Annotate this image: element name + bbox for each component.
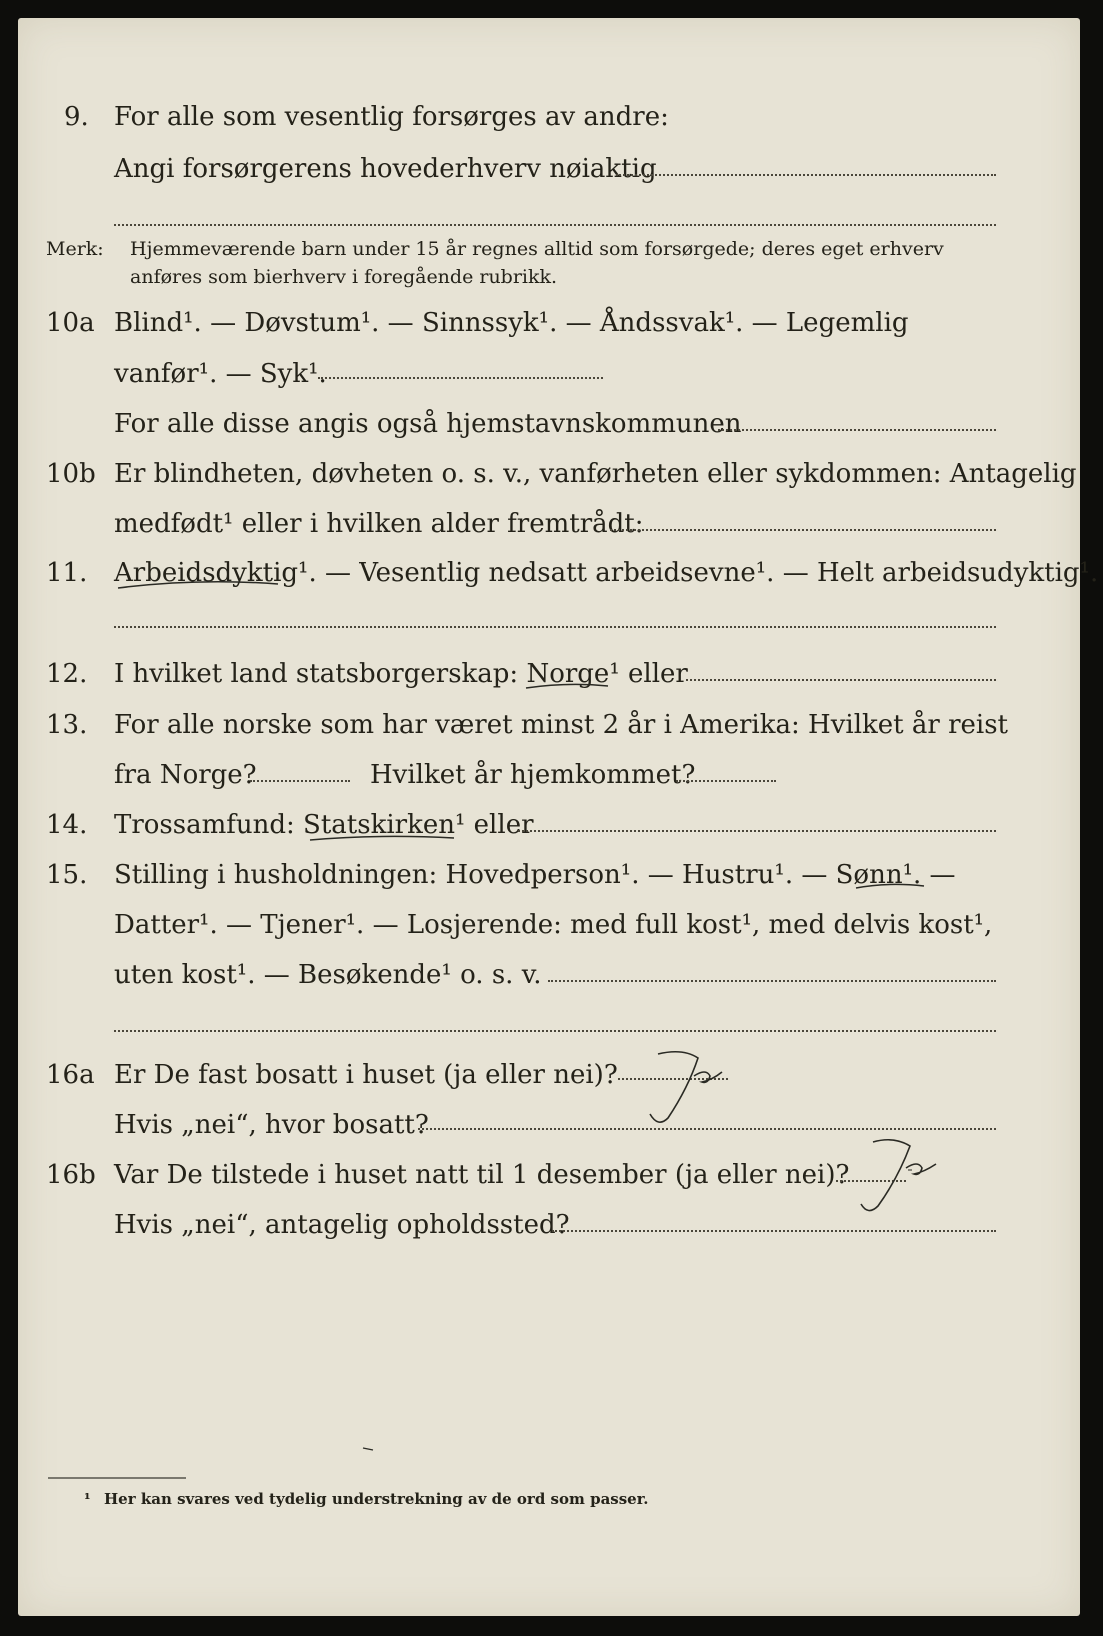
q16a-bosatt-line[interactable] xyxy=(418,1128,996,1130)
q16a-line1: Er De fast bosatt i huset (ja eller nei)? xyxy=(114,1060,618,1090)
q14-line1: Trossamfund: Statskirken¹ eller xyxy=(114,810,534,840)
q10a-answer-line[interactable] xyxy=(318,377,603,379)
q9-number: 9. xyxy=(64,102,89,132)
q13-line2b: Hvilket år hjemkommet? xyxy=(370,760,696,790)
q14-answer-line[interactable] xyxy=(518,830,996,832)
q10a-number: 10a xyxy=(46,308,95,338)
q10a-line2: vanfør¹. — Syk¹. xyxy=(114,359,327,389)
q16b-number: 16b xyxy=(46,1160,96,1190)
q9-answer-line[interactable] xyxy=(616,174,996,176)
q12-answer-line[interactable] xyxy=(686,679,996,681)
q12-line1: I hvilket land statsborgerskap: Norge¹ eller xyxy=(114,659,688,689)
q10a-line3: For alle disse angis også hjemstavnskommunen xyxy=(114,409,742,439)
q16a-number: 16a xyxy=(46,1060,95,1090)
census-form-page xyxy=(18,18,1099,1616)
ink-mark-small xyxy=(363,1448,373,1450)
q10b-number: 10b xyxy=(46,459,96,489)
merk-line1: Hjemmeværende barn under 15 år regnes alltid som forsørgede; deres eget erhverv xyxy=(130,238,944,260)
q16b-answer-line[interactable] xyxy=(836,1180,906,1182)
q13-line1: For alle norske som har været minst 2 år i Amerika: Hvilket år reist xyxy=(114,710,1008,740)
q13-reist-line[interactable] xyxy=(250,780,350,782)
footnote-mark: ¹ xyxy=(84,1490,91,1508)
q15-line2: Datter¹. — Tjener¹. — Losjerende: med full kost¹, med delvis kost¹, xyxy=(114,910,993,940)
q10a-hjemstavn-line[interactable] xyxy=(718,429,996,431)
q15-line1: Stilling i husholdningen: Hovedperson¹. — Hustru¹. — Sønn¹. — xyxy=(114,860,956,890)
q16b-opholdssted-line[interactable] xyxy=(552,1230,996,1232)
q10b-answer-line[interactable] xyxy=(610,529,996,531)
q11-number: 11. xyxy=(46,558,88,588)
q9-line2: Angi forsørgerens hovederhverv nøiaktig xyxy=(114,154,657,184)
q9-line1: For alle som vesentlig forsørges av andre: xyxy=(114,102,669,132)
q16b-line1: Var De tilstede i huset natt til 1 desember (ja eller nei)? xyxy=(114,1160,850,1190)
q10b-line2: medfødt¹ eller i hvilken alder fremtrådt: xyxy=(114,509,644,539)
q11-line1: Arbeidsdyktig¹. — Vesentlig nedsatt arbeidsevne¹. — Helt arbeidsudyktig¹. xyxy=(114,558,1099,588)
footnote-text: Her kan svares ved tydelig understrekning av de ord som passer. xyxy=(104,1490,649,1508)
q14-number: 14. xyxy=(46,810,88,840)
q16a-line2: Hvis „nei“, hvor bosatt? xyxy=(114,1110,429,1140)
answer-ja-16a xyxy=(650,1052,722,1122)
answer-ja-16b xyxy=(861,1140,936,1211)
q12-number: 12. xyxy=(46,659,88,689)
q15-line3: uten kost¹. — Besøkende¹ o. s. v. xyxy=(114,960,542,990)
q15-answer-line-2[interactable] xyxy=(114,1030,996,1032)
merk-label: Merk: xyxy=(46,238,104,260)
q13-number: 13. xyxy=(46,710,88,740)
q9-answer-line-2[interactable] xyxy=(114,224,996,226)
q11-answer-line[interactable] xyxy=(114,626,996,628)
q13-hjemkommet-line[interactable] xyxy=(676,780,776,782)
q16a-answer-line[interactable] xyxy=(618,1078,728,1080)
merk-line2: anføres som bierhverv i foregående rubrikk. xyxy=(130,266,558,288)
q15-number: 15. xyxy=(46,860,88,890)
q10b-line1: Er blindheten, døvheten o. s. v., vanførheten eller sykdommen: Antagelig xyxy=(114,459,1077,489)
q15-answer-line[interactable] xyxy=(548,980,996,982)
q16b-line2: Hvis „nei“, antagelig opholdssted? xyxy=(114,1210,570,1240)
q10a-line1: Blind¹. — Døvstum¹. — Sinnssyk¹. — Åndssvak¹. — Legemlig xyxy=(114,308,909,338)
q13-line2a: fra Norge? xyxy=(114,760,257,790)
